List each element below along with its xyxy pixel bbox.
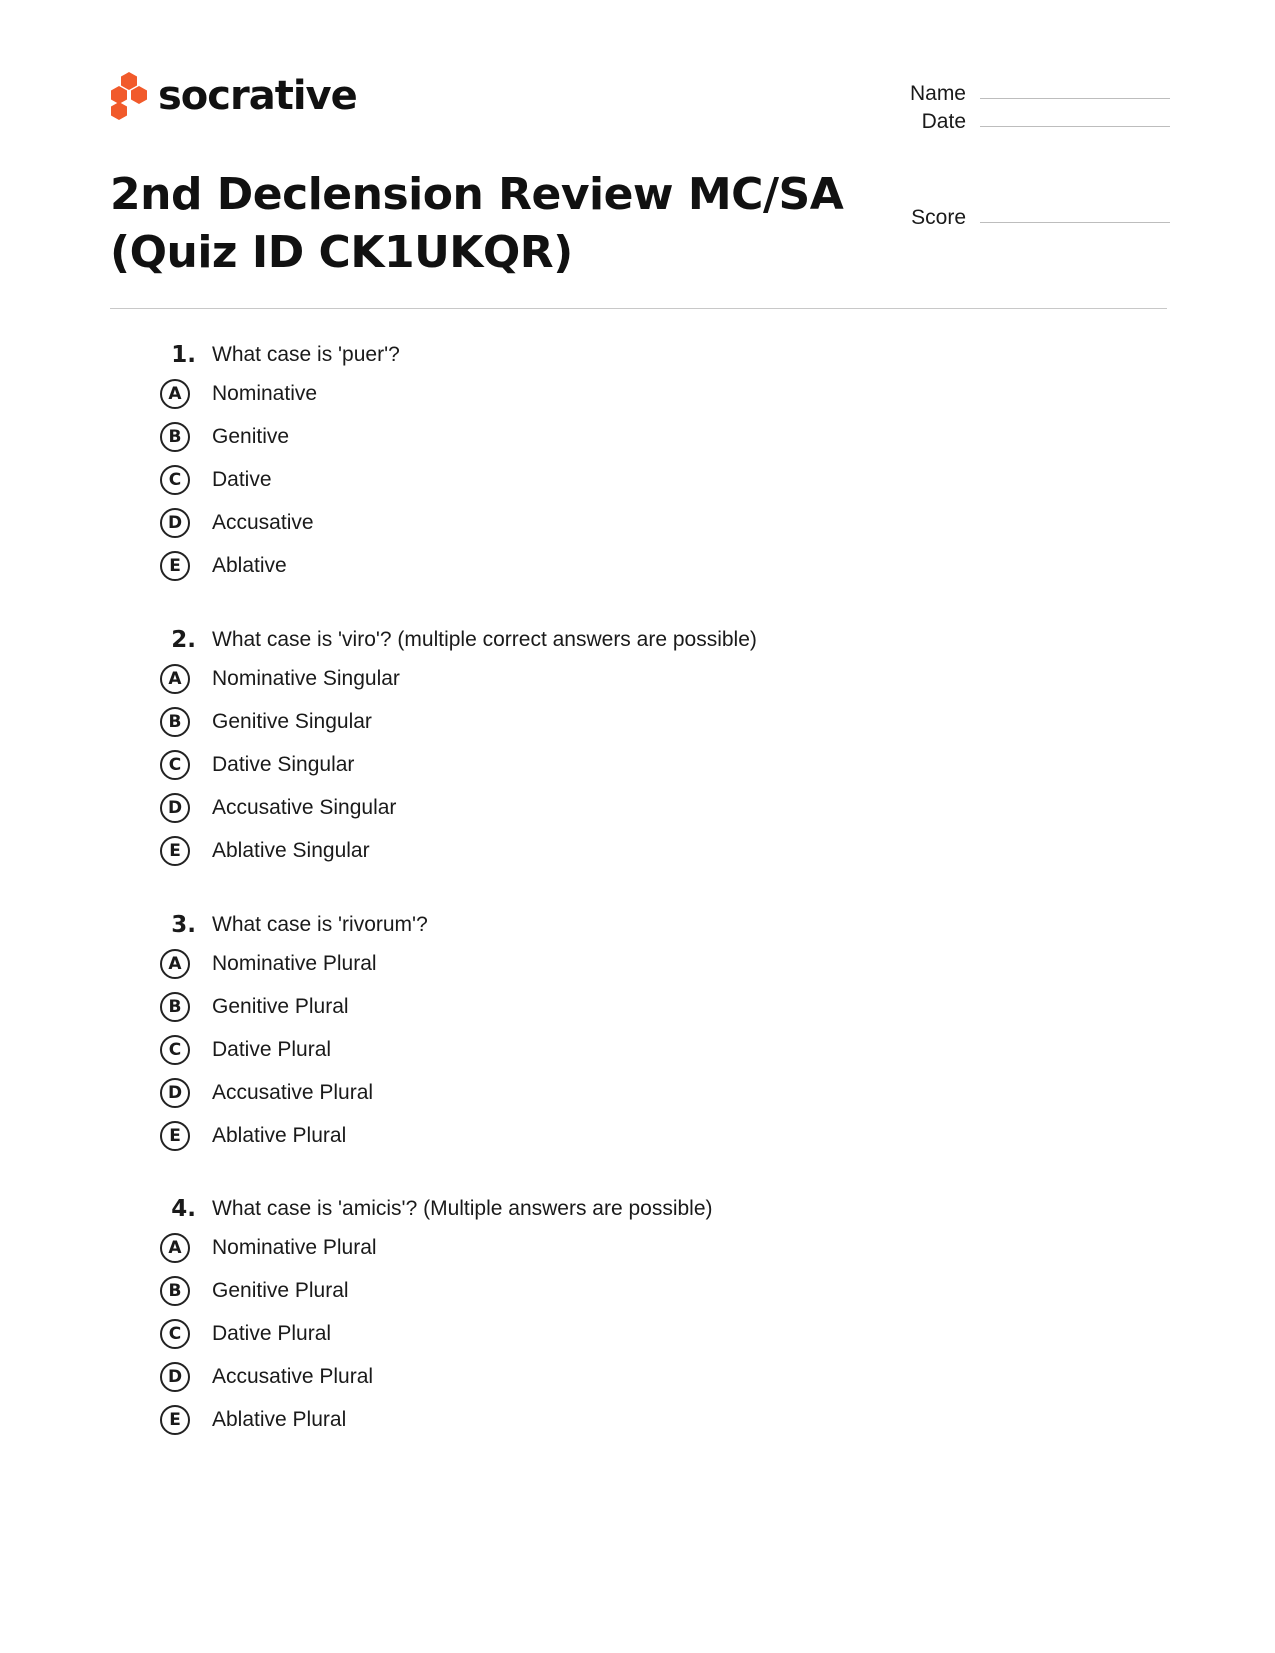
name-label: Name (909, 82, 966, 105)
quiz-title-line-2: (Quiz ID CK1UKQR) (110, 227, 573, 278)
answer-bubble[interactable]: E (160, 551, 190, 581)
answer-text: Accusative Plural (212, 1080, 374, 1104)
answer-bubble[interactable]: C (160, 465, 190, 495)
question-number: 2. (171, 627, 196, 653)
score-field[interactable] (840, 200, 1170, 230)
answer-text: Dative Singular (212, 752, 355, 776)
answer-bubble[interactable]: B (160, 422, 190, 452)
answer-option[interactable] (160, 700, 1060, 743)
answer-bubble[interactable]: C (160, 1319, 190, 1349)
question-number: 4. (171, 1196, 196, 1222)
answer-bubble[interactable]: A (160, 1233, 190, 1263)
name-line[interactable] (980, 98, 1170, 99)
question-header (160, 623, 1060, 657)
answer-option[interactable] (160, 1312, 1060, 1355)
question-number: 1. (171, 342, 196, 368)
score-line[interactable] (980, 222, 1170, 223)
answer-bubble[interactable]: B (160, 707, 190, 737)
answer-bubble[interactable]: D (160, 508, 190, 538)
answer-text: Ablative Plural (212, 1407, 347, 1431)
date-field[interactable] (840, 104, 1170, 134)
quiz-title (110, 166, 870, 282)
socrative-hexagons-icon (110, 72, 148, 120)
answer-option[interactable] (160, 501, 1060, 544)
answer-option[interactable] (160, 1355, 1060, 1398)
question-header (160, 1192, 1060, 1226)
brand-name: socrative (158, 73, 357, 119)
answer-text: Accusative Singular (212, 795, 397, 819)
answer-option[interactable] (160, 786, 1060, 829)
answer-text: Accusative Plural (212, 1364, 374, 1388)
answer-text: Dative (212, 467, 272, 491)
answer-text: Genitive (212, 424, 290, 448)
answer-option[interactable] (160, 458, 1060, 501)
quiz-title-line-1: 2nd Declension Review MC/SA (110, 169, 844, 220)
answer-text: Nominative Singular (212, 666, 400, 690)
answer-text: Nominative Plural (212, 1235, 377, 1259)
answer-option[interactable] (160, 743, 1060, 786)
answer-option[interactable] (160, 657, 1060, 700)
answer-text: Ablative Singular (212, 838, 370, 862)
answer-option[interactable] (160, 1028, 1060, 1071)
answer-option[interactable] (160, 372, 1060, 415)
answer-bubble[interactable]: D (160, 1078, 190, 1108)
question-header (160, 908, 1060, 942)
answer-bubble[interactable]: A (160, 664, 190, 694)
answer-text: Ablative Plural (212, 1123, 347, 1147)
answer-option[interactable] (160, 985, 1060, 1028)
answer-text: Nominative (212, 381, 318, 405)
question-text: What case is 'rivorum'? (212, 913, 428, 936)
answer-bubble[interactable]: D (160, 793, 190, 823)
answer-bubble[interactable]: E (160, 1121, 190, 1151)
answer-option[interactable] (160, 1226, 1060, 1269)
answer-text: Genitive Plural (212, 994, 349, 1018)
answer-text: Nominative Plural (212, 951, 377, 975)
answer-bubble[interactable]: D (160, 1362, 190, 1392)
question-3 (160, 908, 1060, 1157)
date-line[interactable] (980, 126, 1170, 127)
question-text: What case is 'amicis'? (Multiple answers are possible) (212, 1197, 713, 1220)
question-header (160, 338, 1060, 372)
answer-option[interactable] (160, 544, 1060, 587)
answer-bubble[interactable]: C (160, 750, 190, 780)
question-number: 3. (171, 912, 196, 938)
name-field[interactable] (840, 76, 1170, 106)
answer-bubble[interactable]: E (160, 1405, 190, 1435)
answer-text: Dative Plural (212, 1321, 332, 1345)
answer-bubble[interactable]: A (160, 949, 190, 979)
answer-text: Dative Plural (212, 1037, 332, 1061)
socrative-logo (110, 72, 357, 120)
answer-text: Ablative (212, 553, 287, 577)
date-label: Date (921, 110, 966, 133)
answer-option[interactable] (160, 1398, 1060, 1441)
score-label: Score (911, 206, 966, 229)
answer-text: Genitive Singular (212, 709, 372, 733)
question-text: What case is 'viro'? (multiple correct answers are possible) (212, 628, 757, 651)
header-divider (110, 308, 1167, 309)
answer-option[interactable] (160, 1114, 1060, 1157)
question-2 (160, 623, 1060, 872)
answer-bubble[interactable]: C (160, 1035, 190, 1065)
question-1 (160, 338, 1060, 587)
answer-text: Genitive Plural (212, 1278, 349, 1302)
question-4 (160, 1192, 1060, 1441)
answer-bubble[interactable]: B (160, 1276, 190, 1306)
answer-bubble[interactable]: E (160, 836, 190, 866)
answer-option[interactable] (160, 1269, 1060, 1312)
answer-option[interactable] (160, 1071, 1060, 1114)
question-text: What case is 'puer'? (212, 343, 400, 366)
answer-option[interactable] (160, 942, 1060, 985)
answer-option[interactable] (160, 829, 1060, 872)
answer-text: Accusative (212, 510, 314, 534)
answer-bubble[interactable]: B (160, 992, 190, 1022)
answer-option[interactable] (160, 415, 1060, 458)
answer-bubble[interactable]: A (160, 379, 190, 409)
